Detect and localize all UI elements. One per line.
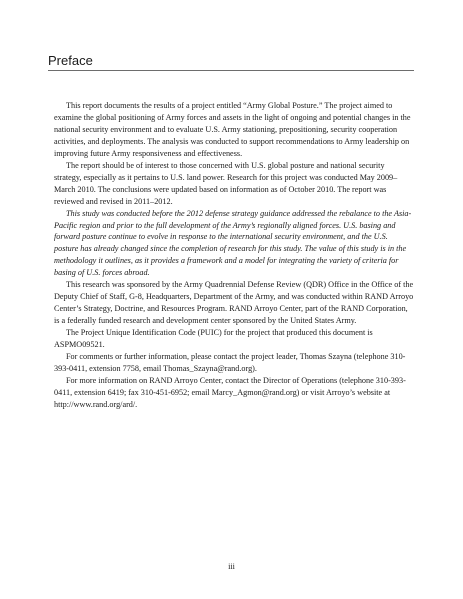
paragraph-audience: The report should be of interest to those concerned with U.S. global posture and national security strategy, especially as it pertains to U.S. land power. Research for this project was conducted May 2009–March 2010. The conclusions were updated based on information as of October 2010. The report was reviewed and revised in 2011–2012. (54, 160, 398, 206)
paragraph-puic: The Project Unique Identification Code (PUIC) for the project that produced this document is ASPMO09521. (54, 328, 373, 350)
heading-rule (48, 70, 414, 71)
paragraph-arroyo-contact: For more information on RAND Arroyo Center, contact the Director of Operations (telephone 310-393-0411, extension 6419; fax 310-451-6952; email Marcy_Agmon@rand.org) or visit Arroyo’s website at http://www.rand.org/ard/. (54, 375, 406, 409)
paragraph-project-summary: This report documents the results of a project entitled “Army Global Posture.” The project aimed to examine the global positioning of Army forces and assets in the light of ongoing and potential changes in the national security environment and to evaluate U.S. Army stationing, prepositioning, security cooperation activities, and deployments. The analysis was conducted to support recommendations to Army leadership on improving future Army responsiveness and effectiveness. (54, 101, 411, 158)
preface-body (54, 100, 414, 411)
paragraph-sponsorship: This research was sponsored by the Army Quadrennial Defense Review (QDR) Office in the Office of the Deputy Chief of Staff, G-8, Headquarters, Department of the Army, and was conducted within RAND Arroyo Center’s Strategy, Doctrine, and Resources Program. RAND Arroyo Center, part of the RAND Corporation, is a federally funded research and development center sponsored by the United States Army. (54, 280, 414, 326)
page-number: iii (228, 562, 235, 571)
paragraph-project-contact: For comments or further information, please contact the project leader, Thomas Szayna (telephone 310-393-0411, extension 7758, email Thomas_Szayna@rand.org). (54, 352, 406, 373)
preface-heading: Preface (48, 53, 93, 68)
paragraph-study-note: This study was conducted before the 2012 defense strategy guidance addressed the rebalance to the Asia-Pacific region and prior to the full development of the Army’s regionally aligned forces. U.S. basing and forward posture continue to evolve in response to the international security environment, and the U.S. posture has already changed since the completion of research for this study. The value of this study is in the methodology it outlines, as it provides a framework and a model for integrating the variety of criteria for basing of U.S. forces abroad. (54, 208, 412, 278)
